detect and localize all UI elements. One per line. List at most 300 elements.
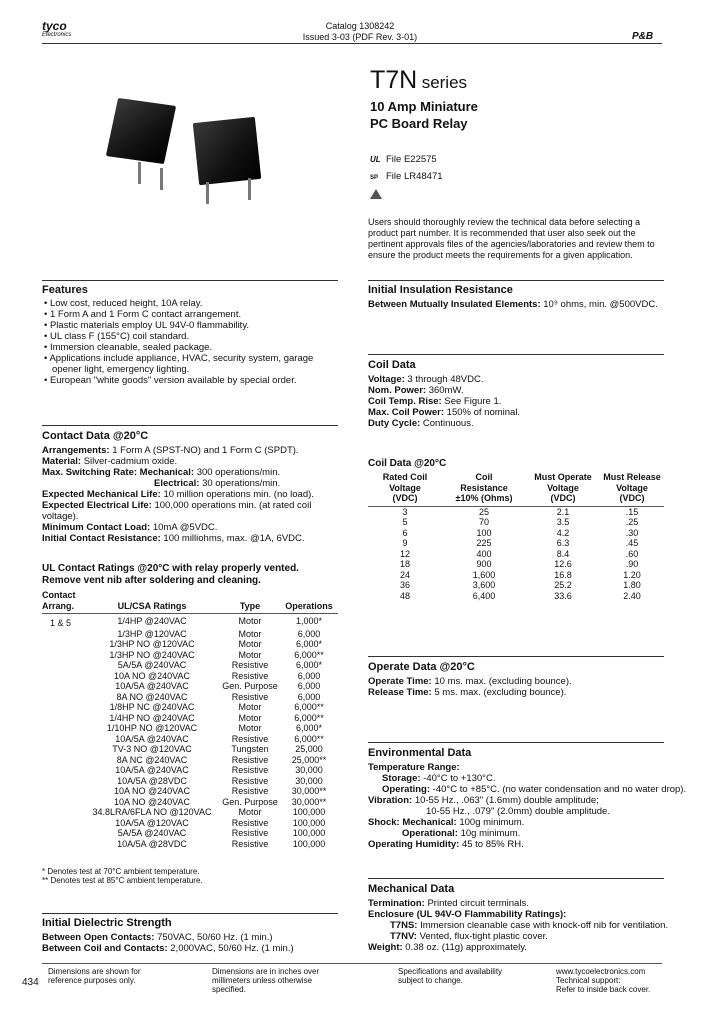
label: Mechanical:: [139, 467, 195, 478]
cell-must-release: .30: [625, 527, 639, 538]
cell-must-operate: 6.3: [556, 538, 570, 548]
cell-operations: 30,000: [295, 775, 323, 786]
cell-must-operate: 2.1: [556, 506, 570, 517]
cell-rated-voltage: 3: [402, 506, 408, 517]
cell-arrang: [42, 681, 84, 692]
cell-type: Gen. Purpose: [222, 796, 278, 807]
col-header-line: (VDC): [392, 493, 418, 503]
insulation-title: Initial Insulation Resistance: [368, 284, 513, 296]
cell-must-release: 1.20: [623, 569, 641, 580]
contact-title: Contact Data @20°C: [42, 430, 149, 442]
label: Coil Temp. Rise:: [368, 396, 442, 407]
label: Material:: [42, 456, 82, 467]
cell-must-operate: 8.4: [556, 548, 570, 559]
value: 10-55 Hz., .079" (2.0mm) double amplitude.: [426, 806, 610, 817]
cell-arrang: [42, 807, 84, 818]
cell-arrang: [42, 713, 84, 724]
col-header: [368, 472, 442, 506]
value: Immersion cleanable case with knock-off nib for ventilation.: [420, 920, 669, 931]
cell-must-release: .15: [625, 506, 639, 517]
footer-text: Refer to inside back cover.: [556, 985, 651, 994]
cell-operations: 25,000: [295, 744, 323, 754]
feature-item: • 1 Form A and 1 Form C contact arrangement.: [44, 309, 336, 320]
cell-rating: 10A/5A @120VAC: [115, 817, 189, 828]
cell-rating: 10A/5A @240VAC: [115, 733, 189, 744]
table-row: [42, 797, 338, 808]
table-row: [368, 517, 664, 528]
mech-rule: [368, 878, 664, 879]
cell-arrang: [42, 776, 84, 787]
ul-ratings-table: [42, 590, 338, 849]
cell-arrang: [42, 828, 84, 839]
cell-type: Resistive: [231, 691, 269, 702]
cell-rating: 10A/5A @28VDC: [117, 775, 187, 786]
table-row: [42, 671, 338, 682]
cell-type: Motor: [238, 807, 262, 817]
cell-operations: 6,000: [297, 670, 321, 681]
label: Between Open Contacts:: [42, 932, 155, 943]
table-row: [368, 506, 664, 517]
table-row: [42, 839, 338, 850]
table-row: [42, 660, 338, 671]
value: Silver-cadmium oxide.: [83, 456, 178, 467]
value: 100,000 operations min. (at rated coil voltage).: [42, 500, 312, 522]
cell-operations: 30,000: [295, 765, 323, 775]
operate-rule: [368, 656, 664, 657]
cell-arrang: [42, 702, 84, 713]
cell-type: Motor: [238, 616, 262, 626]
approval-icon: [370, 189, 382, 199]
value: 360mW.: [428, 385, 464, 396]
label: Storage:: [382, 773, 421, 784]
label: Duty Cycle:: [368, 418, 421, 429]
cell-arrang: 1 & 5: [50, 618, 72, 628]
cell-rated-voltage: 24: [399, 569, 410, 580]
cell-must-operate: 3.5: [556, 517, 570, 527]
table-row: [42, 723, 338, 734]
contact-rule: [42, 425, 338, 426]
cell-operations: 6,000: [297, 681, 321, 691]
cell-operations: 100,000: [292, 838, 326, 849]
cell-type: Resistive: [231, 817, 269, 828]
ul-ratings-title: UL Contact Ratings @20°C with relay properly vented. Remove vent nib after soldering and cleaning.: [42, 563, 299, 586]
cell-rating: 5A/5A @240VAC: [117, 660, 187, 670]
env-title: Environmental Data: [368, 747, 472, 759]
feature-item: • Plastic materials employ UL 94V-0 flammability.: [44, 320, 336, 331]
cell-operations: 100,000: [292, 807, 326, 817]
mech-data: [368, 898, 668, 953]
series-name: T7N: [370, 66, 418, 94]
env-data: [368, 762, 687, 850]
table-row: [42, 755, 338, 766]
cell-type: Resistive: [231, 838, 269, 849]
footer-col4: [556, 967, 650, 994]
cell-rating: 10A NO @240VAC: [113, 786, 190, 796]
cell-rating: 1/3HP NO @240VAC: [109, 649, 195, 660]
contact-data: [42, 445, 342, 544]
cell-arrang: [42, 692, 84, 703]
label: Initial Contact Resistance:: [42, 533, 161, 544]
value: 150% of nominal.: [446, 407, 521, 418]
label: Temperature Range:: [368, 762, 460, 773]
cell-resistance: 100: [476, 527, 492, 538]
cell-operations: 6,000**: [294, 712, 324, 723]
feature-item: • UL class F (155°C) coil standard.: [44, 331, 336, 342]
cell-arrang: [42, 818, 84, 829]
col-header-line: Coil: [475, 472, 493, 482]
cell-type: Motor: [238, 723, 262, 733]
cell-type: Resistive: [231, 733, 269, 744]
cell-rated-voltage: 5: [402, 517, 408, 527]
table-row: [368, 559, 664, 570]
cell-type: Motor: [238, 628, 262, 639]
cell-resistance: 70: [478, 517, 489, 527]
cell-operations: 1,000*: [295, 616, 323, 626]
cell-type: Resistive: [231, 765, 269, 775]
cell-resistance: 225: [476, 538, 492, 548]
cell-rating: 10A/5A @240VAC: [115, 765, 189, 775]
cell-must-release: 2.40: [623, 590, 641, 601]
operate-title: Operate Data @20°C: [368, 661, 475, 673]
csa-approval: [370, 171, 443, 184]
cell-must-release: .90: [625, 559, 639, 569]
cell-type: Resistive: [231, 754, 269, 765]
table-row: [42, 744, 338, 755]
value: 10-55 Hz., .063" (1.6mm) double amplitude;: [414, 795, 599, 806]
value: -40°C to +130°C.: [423, 773, 496, 784]
footer-text: subject to change.: [398, 976, 463, 985]
value: 10⁹ ohms, min. @500VDC.: [543, 299, 658, 310]
col-header-line: Voltage: [547, 482, 579, 493]
cell-arrang: [42, 839, 84, 850]
cell-rated-voltage: 6: [402, 527, 408, 538]
value: 10g minimum.: [460, 828, 521, 839]
cell-type: Motor: [238, 649, 262, 660]
value: 5 ms. max. (excluding bounce).: [434, 687, 567, 698]
coil-table: [368, 472, 664, 601]
issue-date: Issued 3-03 (PDF Rev. 3-01): [302, 32, 418, 42]
value: 300 operations/min.: [196, 467, 281, 478]
label: Electrical:: [154, 478, 200, 489]
cell-type: Motor: [238, 712, 262, 723]
cell-type: Resistive: [231, 660, 269, 670]
cell-operations: 6,000: [297, 691, 321, 702]
value: Printed circuit terminals.: [427, 898, 529, 909]
table-row: [42, 639, 338, 650]
features-rule: [42, 280, 338, 281]
cell-operations: 6,000: [297, 628, 321, 639]
footer-text: Dimensions are shown for: [48, 967, 141, 976]
ul-ratings-body: [42, 614, 338, 850]
table-row: [368, 570, 664, 581]
cell-arrang: [42, 629, 84, 640]
value: 100g minimum.: [459, 817, 525, 828]
cell-rated-voltage: 12: [399, 548, 410, 559]
table-header-row: [42, 590, 338, 614]
cell-type: Tungsten: [231, 744, 269, 754]
website-link[interactable]: www.tycoelectronics.com: [556, 967, 646, 976]
col-header: [442, 472, 526, 506]
cell-type: Resistive: [231, 786, 269, 796]
cell-arrang: [42, 671, 84, 682]
cell-rated-voltage: 18: [399, 559, 410, 569]
table-row: [42, 702, 338, 713]
relay-right-pin: [248, 178, 251, 200]
col-header-line: (VDC): [619, 493, 645, 503]
cell-rated-voltage: 9: [402, 538, 408, 548]
cell-must-operate: 4.2: [556, 527, 570, 538]
cell-rated-voltage: 36: [399, 580, 410, 590]
cell-type: Resistive: [231, 775, 269, 786]
cell-rating: 1/4HP @240VAC: [117, 616, 187, 626]
cell-arrang: [42, 765, 84, 776]
cell-rating: 34.8LRA/6FLA NO @120VAC: [92, 807, 212, 817]
col-header: [600, 472, 664, 506]
coil-data: [368, 374, 668, 429]
table-row: [42, 776, 338, 787]
label: Operating:: [382, 784, 431, 795]
cell-operations: 100,000: [292, 817, 326, 828]
table-row: [368, 580, 664, 591]
value: 10 ms. max. (excluding bounce).: [434, 676, 572, 687]
label: Arrangements:: [42, 445, 110, 456]
cell-rating: 8A NO @240VAC: [116, 691, 188, 702]
feature-item: • Applications include appliance, HVAC, security system, garage opener light, emergency lighting.: [44, 353, 336, 375]
dielectric-title: Initial Dielectric Strength: [42, 917, 172, 929]
cell-rating: 1/8HP NC @240VAC: [109, 702, 195, 712]
cell-operations: 30,000**: [291, 786, 327, 796]
env-rule: [368, 742, 664, 743]
cell-rating: 8A NC @240VAC: [116, 754, 188, 765]
cell-operations: 25,000**: [291, 754, 327, 765]
label: Weight:: [368, 942, 403, 953]
cell-rating: 10A/5A @28VDC: [117, 838, 187, 849]
product-photo: [108, 92, 268, 212]
table-row: [368, 538, 664, 549]
footer-rule: [42, 963, 662, 964]
table-row: [368, 528, 664, 539]
cell-resistance: 400: [476, 548, 492, 559]
cell-arrang: [42, 639, 84, 650]
table-row: [368, 591, 664, 602]
note-70c: * Denotes test at 70°C ambient temperature.: [42, 867, 200, 876]
cell-resistance: 900: [476, 559, 492, 569]
catalog-number: Catalog 1308242: [325, 21, 395, 31]
value: Vented, flux-tight plastic cover.: [419, 931, 548, 942]
label: Release Time:: [368, 687, 432, 698]
value: -40°C to +85°C. (no water condensation and no water drop).: [432, 784, 687, 795]
cell-arrang: [42, 797, 84, 808]
coil-table-body: [368, 506, 664, 601]
relay-left-pin: [160, 168, 163, 190]
cell-operations: 6,000**: [294, 702, 324, 712]
feature-item: • European "white goods" version available by special order.: [44, 375, 336, 386]
col-header-line: (VDC): [550, 493, 576, 503]
label: Between Coil and Contacts:: [42, 943, 168, 954]
label: Enclosure (UL 94V-O Flammability Ratings):: [368, 909, 567, 920]
brand: tyco: [42, 19, 67, 33]
table-header-row: [368, 472, 664, 506]
cell-operations: 6,000**: [294, 733, 324, 744]
cell-operations: 6,000**: [294, 649, 324, 660]
cell-operations: 30,000**: [291, 796, 327, 807]
table-row: [42, 713, 338, 724]
col-header: UL/CSA Ratings: [117, 600, 187, 611]
col-header-line: Must Release: [603, 472, 661, 482]
cell-type: Resistive: [231, 670, 269, 681]
product-title: [370, 66, 467, 95]
cell-resistance: 25: [478, 506, 489, 517]
label: T7NS:: [390, 920, 418, 931]
coil-title: Coil Data: [368, 359, 416, 371]
value: 1 Form A (SPST-NO) and 1 Form C (SPDT).: [112, 445, 299, 456]
table-row: [42, 765, 338, 776]
table-row: [42, 807, 338, 818]
table-row: [42, 734, 338, 745]
label: Operate Time:: [368, 676, 432, 687]
cell-must-operate: 25.2: [554, 580, 572, 590]
footer-text: specified.: [212, 985, 246, 994]
subtitle-line1: 10 Amp Miniature: [370, 99, 478, 114]
relay-left-pin: [138, 162, 141, 184]
cell-operations: 6,000*: [295, 639, 323, 649]
cell-rating: 10A/5A @240VAC: [115, 681, 189, 691]
cell-type: Motor: [238, 702, 262, 712]
cell-operations: 100,000: [292, 828, 326, 838]
col-header-line: Voltage: [616, 482, 648, 493]
footer-text: reference purposes only.: [48, 976, 136, 985]
dielectric-rule: [42, 913, 338, 914]
cell-rated-voltage: 48: [399, 590, 410, 601]
col-header: [526, 472, 600, 506]
label: Mechanical:: [402, 817, 457, 828]
table-row: [42, 614, 338, 629]
col-header-line: Must Operate: [534, 472, 592, 482]
cell-type: Motor: [238, 639, 262, 649]
features-title: Features: [42, 284, 88, 296]
features-list: [44, 298, 336, 386]
cell-arrang: [42, 786, 84, 797]
relay-right: [193, 117, 262, 186]
mech-title: Mechanical Data: [368, 883, 455, 895]
value: 30 operations/min.: [202, 478, 281, 489]
cell-resistance: 3,600: [472, 580, 496, 590]
label: Vibration:: [368, 795, 413, 806]
value: Continuous.: [422, 418, 474, 429]
label: Termination:: [368, 898, 425, 909]
cell-must-release: 1.80: [623, 580, 641, 590]
feature-item: • Immersion cleanable, sealed package.: [44, 342, 336, 353]
footer-text: millimeters unless otherwise: [212, 976, 313, 985]
footer-col3: [398, 967, 502, 985]
label: Voltage:: [368, 374, 405, 385]
label: Between Mutually Insulated Elements:: [368, 299, 541, 310]
cell-resistance: 1,600: [472, 569, 496, 580]
page-number: 434: [22, 977, 39, 988]
cell-rating: 1/4HP NO @240VAC: [109, 712, 195, 723]
value: 100 milliohms, max. @1A, 6VDC.: [163, 533, 305, 544]
subtitle-line2: PC Board Relay: [370, 116, 468, 131]
cell-operations: 6,000*: [295, 660, 323, 670]
cell-must-operate: 33.6: [554, 590, 572, 601]
label: Operational:: [402, 828, 458, 839]
insulation-data: [368, 299, 668, 310]
footer-text: Dimensions are in inches over: [212, 967, 320, 976]
csa-mark: SP: [370, 175, 379, 181]
table-row: [42, 786, 338, 797]
footer-col2: [212, 967, 319, 994]
tyco-logo: [42, 20, 71, 39]
label: Operating Humidity:: [368, 839, 460, 850]
cell-rating: 10A NO @240VAC: [113, 796, 190, 807]
cell-type: Resistive: [231, 828, 269, 838]
pb-logo: P&B: [632, 31, 654, 42]
col-header-line: ±10% (Ohms): [455, 493, 513, 503]
cell-arrang: [42, 660, 84, 671]
table-row: [42, 629, 338, 640]
cell-must-release: .60: [625, 548, 639, 559]
col-header-line: Voltage: [389, 482, 421, 493]
col-header-line: Rated Coil: [382, 472, 428, 482]
cell-resistance: 6,400: [472, 590, 496, 601]
table-row: [42, 818, 338, 829]
relay-left: [106, 98, 176, 164]
header-rule: [42, 43, 662, 44]
ul-approval: [370, 154, 437, 165]
value: 3 through 48VDC.: [407, 374, 484, 385]
label: Minimum Contact Load:: [42, 522, 151, 533]
insulation-rule: [368, 280, 664, 281]
value: 10 million operations min. (no load).: [163, 489, 314, 500]
cell-arrang: [42, 734, 84, 745]
value: 2,000VAC, 50/60 Hz. (1 min.): [170, 943, 294, 954]
cell-must-operate: 16.8: [554, 569, 572, 580]
cell-rating: 5A/5A @240VAC: [117, 828, 187, 838]
cell-rating: 1/3HP NO @120VAC: [109, 639, 195, 649]
note-85c: ** Denotes test at 85°C ambient temperature.: [42, 876, 203, 885]
csa-file: File LR48471: [386, 171, 443, 182]
label: Nom. Power:: [368, 385, 427, 396]
label: Max. Coil Power:: [368, 407, 445, 418]
cell-rating: 1/10HP NO @120VAC: [106, 723, 198, 733]
cell-rating: 10A NO @240VAC: [113, 670, 190, 681]
table-row: [42, 692, 338, 703]
label: Max. Switching Rate:: [42, 467, 138, 478]
cell-operations: 6,000*: [295, 723, 323, 733]
brand-sub: Electronics: [42, 32, 72, 38]
disclaimer: Users should thoroughly review the technical data before selecting a product part number. It is recommended that user also seek out the pertinent approvals files of the agencies/laboratories and review them to ensure the product meets the requirements for a given application.: [368, 217, 655, 260]
coil-rule: [368, 354, 664, 355]
col-header: Operations: [285, 600, 333, 611]
cell-must-release: .25: [625, 517, 639, 527]
dielectric-data: [42, 932, 342, 954]
cell-must-operate: 12.6: [554, 559, 572, 569]
cell-arrang: [42, 744, 84, 755]
operate-data: [368, 676, 668, 698]
label: Shock:: [368, 817, 400, 828]
value: See Figure 1.: [444, 396, 502, 407]
relay-right-pin: [206, 182, 209, 204]
feature-item: • Low cost, reduced height, 10A relay.: [44, 298, 336, 309]
table-row: [368, 549, 664, 560]
table-row: [42, 681, 338, 692]
ul-file: File E22575: [386, 154, 437, 165]
label: T7NV:: [390, 931, 417, 942]
cell-type: Gen. Purpose: [222, 681, 278, 691]
footer-col1: [48, 967, 140, 985]
footer-text: Technical support:: [556, 976, 621, 985]
table-row: [42, 650, 338, 661]
